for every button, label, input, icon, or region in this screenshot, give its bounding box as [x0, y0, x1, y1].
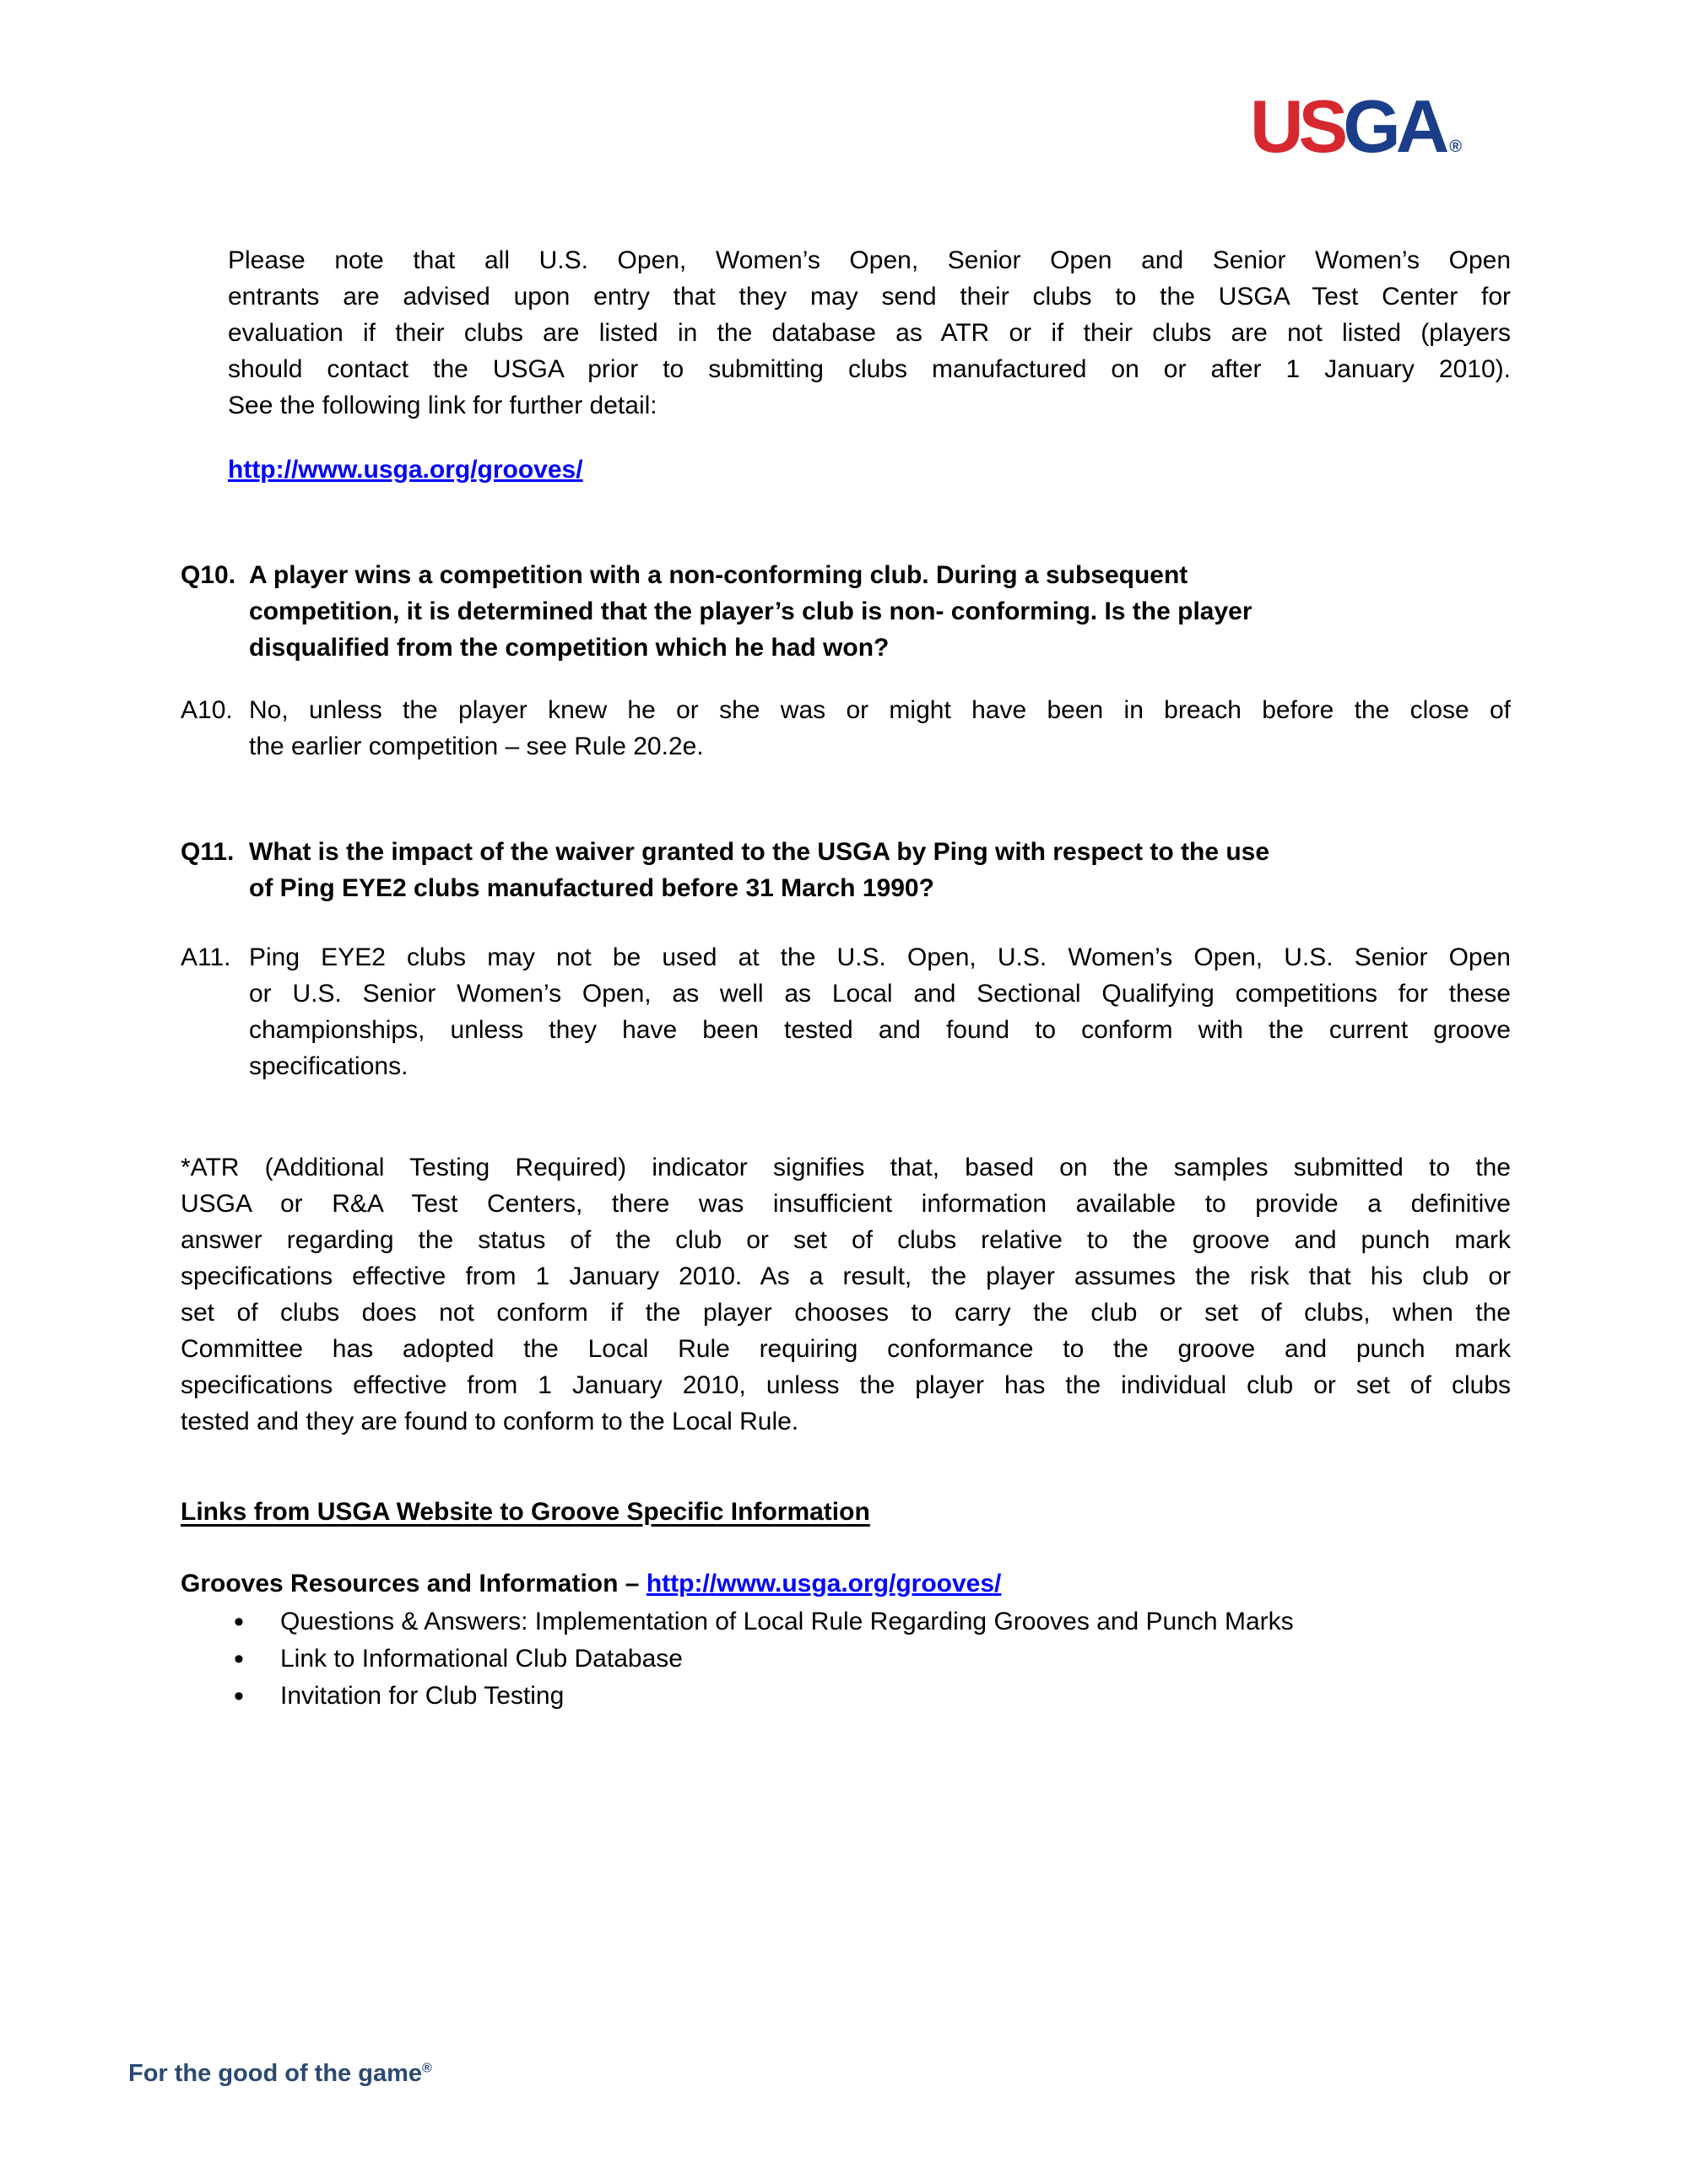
question-label: Q10.: [181, 561, 236, 589]
intro-paragraph: [228, 242, 1511, 424]
text-line: the earlier competition – see Rule 20.2e.: [249, 733, 704, 760]
text-line: specifications effective from 1 January 2010, unless the player has the individual club or set of clubs: [181, 1371, 1511, 1399]
text-line: should contact the USGA prior to submitting clubs manufactured on or after 1 January 2010).: [228, 355, 1511, 383]
text-line: answer regarding the status of the club or set of clubs relative to the groove and punch mark: [181, 1226, 1511, 1254]
text-line: set of clubs does not conform if the player chooses to carry the club or set of clubs, when the: [181, 1299, 1511, 1327]
text-line: Committee has adopted the Local Rule requiring conformance to the groove and punch mark: [181, 1335, 1511, 1363]
list-item: [280, 1603, 1511, 1641]
registered-mark-icon: ®: [1449, 138, 1462, 156]
text-line: disqualified from the competition which he had won?: [249, 634, 890, 662]
question-label: Q11.: [181, 838, 235, 866]
footer-tagline: [128, 2060, 432, 2088]
registered-mark-icon: ®: [422, 2061, 432, 2076]
answer-a10: [181, 692, 1511, 765]
resources-bullet-list: [181, 1603, 1511, 1715]
question-q11: [181, 834, 1511, 906]
text-line: evaluation if their clubs are listed in the database as ATR or if their clubs are not listed (players: [228, 319, 1511, 347]
text-line: specifications effective from 1 January 2010. As a result, the player assumes the risk that his club or: [181, 1262, 1511, 1290]
text-line: competition, it is determined that the player’s club is non- conforming. Is the player: [249, 597, 1252, 625]
usga-logo: [1250, 84, 1462, 179]
question-text: [249, 557, 1511, 666]
question-text: [249, 834, 1511, 906]
text-line: specifications.: [249, 1052, 408, 1080]
text-line: Please note that all U.S. Open, Women’s Open, Senior Open and Senior Women’s Open: [228, 246, 1511, 274]
text-line: See the following link for further detail:: [228, 392, 657, 419]
text-line: or U.S. Senior Women’s Open, as well as Local and Sectional Qualifying competitions for these: [249, 980, 1511, 1008]
section-heading-text: Links from USGA Website to Groove Specific Information: [181, 1498, 870, 1526]
text-line: *ATR (Additional Testing Required) indicator signifies that, based on the samples submitted to the: [181, 1154, 1511, 1181]
text-line: tested and they are found to conform to the Local Rule.: [181, 1408, 799, 1435]
usga-logo-us: US: [1250, 84, 1344, 168]
footer-tagline-text: For the good of the game: [128, 2060, 422, 2087]
grooves-link-row: [228, 451, 1511, 488]
text-line: A player wins a competition with a non-conforming club. During a subsequent: [249, 561, 1188, 589]
links-section-heading: [181, 1494, 1511, 1530]
usga-logo-ga: GA: [1343, 84, 1445, 168]
answer-label: A10.: [181, 696, 233, 724]
text-line: USGA or R&A Test Centers, there was insufficient information available to provide a definitive: [181, 1190, 1511, 1218]
list-item: [280, 1641, 1511, 1678]
text-line: Ping EYE2 clubs may not be used at the U.S. Open, U.S. Women’s Open, U.S. Senior Open: [249, 943, 1511, 971]
list-item: [280, 1678, 1511, 1715]
text-line: entrants are advised upon entry that they may send their clubs to the USGA Test Center for: [228, 283, 1511, 311]
list-item-text: Questions & Answers: Implementation of Local Rule Regarding Grooves and Punch Marks: [280, 1608, 1294, 1635]
text-line: of Ping EYE2 clubs manufactured before 31 March 1990?: [249, 874, 934, 902]
text-line: championships, unless they have been tested and found to conform with the current groove: [249, 1016, 1511, 1044]
resources-line: [181, 1565, 1511, 1602]
answer-label: A11.: [181, 943, 231, 971]
answer-text: [249, 939, 1511, 1084]
list-item-text: Invitation for Club Testing: [280, 1682, 565, 1710]
question-q10: [181, 557, 1511, 666]
resources-link[interactable]: http://www.usga.org/grooves/: [646, 1570, 1002, 1597]
text-line: No, unless the player knew he or she was or might have been in breach before the close of: [249, 696, 1511, 724]
list-item-text: Link to Informational Club Database: [280, 1645, 683, 1673]
resources-label: Grooves Resources and Information –: [181, 1570, 647, 1597]
answer-a11: [181, 939, 1511, 1084]
atr-note-paragraph: [181, 1149, 1511, 1440]
text-line: What is the impact of the waiver granted to the USGA by Ping with respect to the use: [249, 838, 1270, 866]
answer-text: [249, 692, 1511, 765]
grooves-link[interactable]: http://www.usga.org/grooves/: [228, 456, 583, 484]
